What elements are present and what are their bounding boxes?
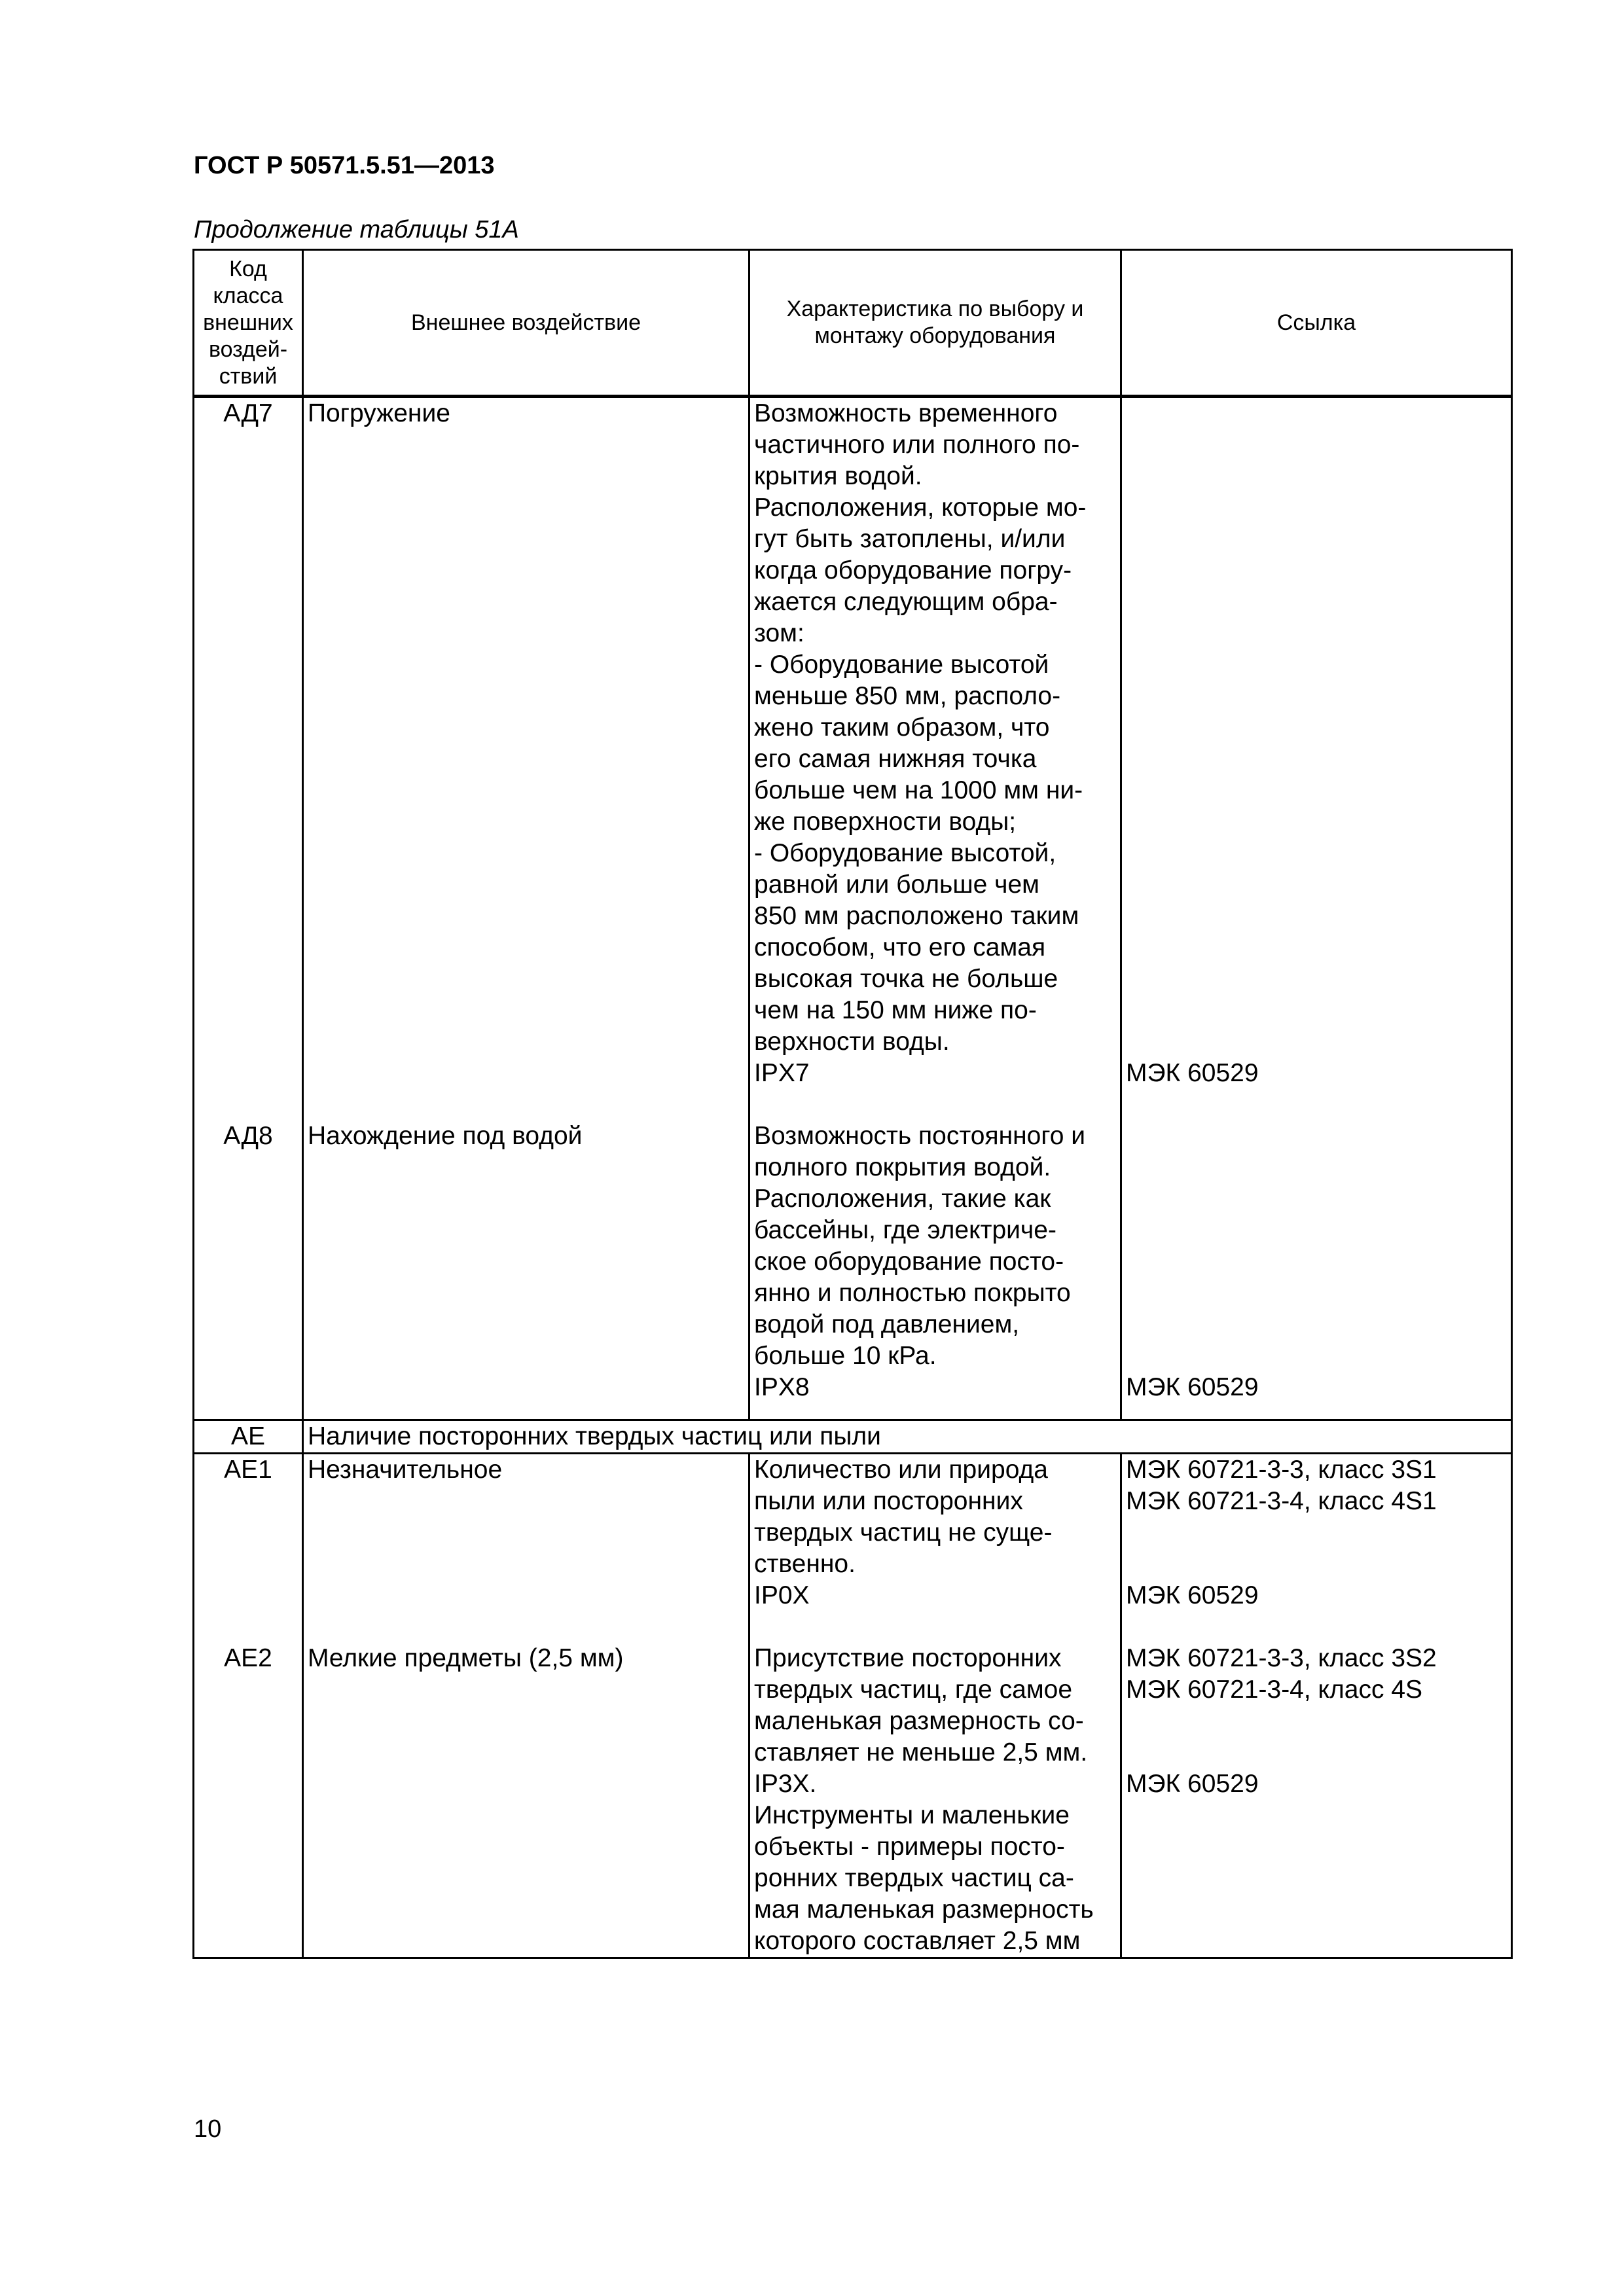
text-line: больше чем на 1000 мм ни- — [754, 776, 1083, 804]
reference-cell — [1121, 1643, 1512, 1958]
reference-line: МЭК 60721-3-3, класс 3S1 — [1126, 1456, 1437, 1484]
text-line: равной или больше чем — [754, 870, 1039, 899]
text-line: способом, что его самая — [754, 933, 1046, 961]
text-line: ственно. — [754, 1550, 856, 1578]
ip-code: IP3X. — [754, 1770, 817, 1798]
characteristics-cell — [749, 1121, 1121, 1403]
text-line: чем на 150 мм ниже по- — [754, 996, 1037, 1024]
text-line: Инструменты и маленькие — [754, 1801, 1070, 1829]
characteristics-cell — [749, 1454, 1121, 1612]
code-cell: АЕ1 — [194, 1454, 303, 1612]
text-line: Расположения, которые мо- — [754, 493, 1087, 522]
text-line: ставляет не меньше 2,5 мм. — [754, 1738, 1088, 1767]
reference-line: МЭК 60721-3-4, класс 4S — [1126, 1676, 1423, 1704]
header-code-line: Код — [229, 256, 267, 281]
text-line: - Оборудование высотой, — [754, 839, 1056, 867]
text-line: Возможность временного — [754, 399, 1058, 427]
document-title: ГОСТ Р 50571.5.51—2013 — [194, 152, 495, 179]
table-row — [194, 1454, 1512, 1612]
text-line: мая маленькая размерность — [754, 1895, 1094, 1924]
text-line: Количество или природа — [754, 1456, 1048, 1484]
header-reference: Ссылка — [1121, 250, 1512, 397]
text-line: ронних твердых частиц са- — [754, 1864, 1074, 1892]
header-code-line: внешних — [203, 310, 293, 335]
ip-code: IPX7 — [754, 1059, 810, 1087]
text-line: водой под давлением, — [754, 1310, 1020, 1338]
text-line: крытия водой. — [754, 462, 922, 490]
influence-cell: Мелкие предметы (2,5 мм) — [303, 1643, 749, 1958]
reference-line: МЭК 60721-3-3, класс 3S2 — [1126, 1644, 1437, 1672]
text-line: же поверхности воды; — [754, 808, 1017, 836]
text-line: меньше 850 мм, располо- — [754, 682, 1061, 710]
ip-code: IPX8 — [754, 1373, 810, 1401]
text-line: объекты - примеры посто- — [754, 1833, 1065, 1861]
requirements-table — [192, 249, 1513, 1959]
reference-line: МЭК 60529 — [1126, 1059, 1259, 1087]
text-line: Присутствие посторонних — [754, 1644, 1062, 1672]
characteristics-cell — [749, 397, 1121, 1090]
header-code — [194, 250, 303, 397]
reference-cell — [1121, 1121, 1512, 1403]
examples-block — [754, 1800, 1116, 1957]
text-line: жено таким образом, что — [754, 713, 1050, 742]
text-line: частичного или полного по- — [754, 431, 1080, 459]
table-row — [194, 1643, 1512, 1958]
text-line: которого составляет 2,5 мм — [754, 1927, 1081, 1955]
influence-cell: Незначительное — [303, 1454, 749, 1612]
text-line: янно и полностью покрыто — [754, 1279, 1071, 1307]
row-spacer — [194, 1089, 1512, 1121]
text-line: бассейны, где электриче- — [754, 1216, 1056, 1244]
influence-cell: Нахождение под водой — [303, 1121, 749, 1403]
header-characteristics: Характеристика по выбору и монтажу оборудования — [749, 250, 1121, 397]
header-code-line: воздей- — [208, 336, 288, 362]
table-header-row — [194, 250, 1512, 397]
text-line: пыли или посторонних — [754, 1487, 1023, 1515]
header-influence: Внешнее воздействие — [303, 250, 749, 397]
reference-line: МЭК 60529 — [1126, 1581, 1259, 1609]
text-line: зом: — [754, 619, 804, 647]
row-spacer — [194, 1403, 1512, 1420]
text-line: жается следующим обра- — [754, 588, 1058, 616]
text-line: высокая точка не больше — [754, 965, 1058, 993]
text-line: больше 10 кРа. — [754, 1342, 937, 1370]
text-line: - Оборудование высотой — [754, 651, 1049, 679]
header-code-line: класса — [213, 283, 283, 308]
text-line: твердых частиц, где самое — [754, 1676, 1073, 1704]
page-number: 10 — [194, 2115, 222, 2143]
code-cell: АД8 — [194, 1121, 303, 1403]
table-row — [194, 397, 1512, 1090]
influence-cell: Погружение — [303, 397, 749, 1090]
text-line: когда оборудование погру- — [754, 556, 1072, 584]
text-line: 850 мм расположено таким — [754, 902, 1079, 930]
text-line: Возможность постоянного и — [754, 1122, 1086, 1150]
text-line: маленькая размерность со- — [754, 1707, 1084, 1735]
text-line: гут быть затоплены, и/или — [754, 525, 1066, 553]
table-row — [194, 1121, 1512, 1403]
reference-cell — [1121, 1454, 1512, 1612]
code-cell: АЕ2 — [194, 1643, 303, 1958]
text-line: верхности воды. — [754, 1028, 950, 1056]
reference-line: МЭК 60529 — [1126, 1373, 1259, 1401]
table-caption: Продолжение таблицы 51А — [194, 216, 519, 243]
header-code-line: ствий — [219, 363, 278, 389]
characteristics-cell — [749, 1643, 1121, 1958]
text-line: Расположения, такие как — [754, 1185, 1051, 1213]
group-title-cell: Наличие посторонних твердых частиц или пыли — [303, 1420, 1512, 1454]
text-line: ское оборудование посто- — [754, 1247, 1064, 1276]
reference-line: МЭК 60721-3-4, класс 4S1 — [1126, 1487, 1437, 1515]
reference-line: МЭК 60529 — [1126, 1770, 1259, 1798]
text-line: полного покрытия водой. — [754, 1153, 1051, 1181]
row-spacer — [194, 1611, 1512, 1643]
code-cell: АД7 — [194, 397, 303, 1090]
table-group-row — [194, 1420, 1512, 1454]
text-line: твердых частиц не суще- — [754, 1518, 1053, 1547]
ip-code: IP0X — [754, 1581, 810, 1609]
text-line: его самая нижняя точка — [754, 745, 1037, 773]
code-cell: АЕ — [194, 1420, 303, 1454]
reference-cell — [1121, 397, 1512, 1090]
